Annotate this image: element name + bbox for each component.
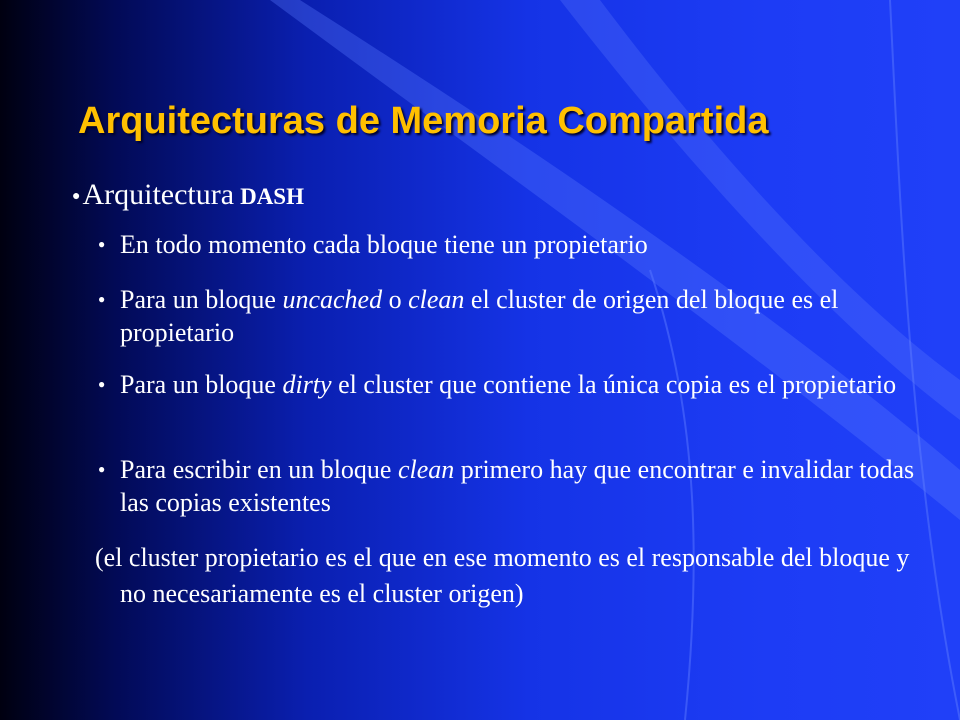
note-paragraph: (el cluster propietario es el que en ese momento es el responsable del bloque y no necesariamente es el cluster origen) bbox=[95, 543, 910, 608]
bullet-text-segment: Para un bloque bbox=[120, 285, 283, 314]
level1-bullet bbox=[72, 178, 304, 212]
heading-emphasis: DASH bbox=[240, 184, 304, 209]
level2-bullet bbox=[98, 228, 920, 261]
bullet-text-segment: dirty bbox=[282, 370, 332, 399]
bullet-dot-icon: ● bbox=[98, 377, 106, 391]
bullet-text-segment: Para escribir en un bloque bbox=[120, 455, 398, 484]
heading-text: Arquitectura bbox=[82, 178, 235, 211]
bullet-text-segment: Para un bloque bbox=[120, 370, 283, 399]
bullet-text-segment: el cluster que contiene la única copia es el propietario bbox=[331, 370, 897, 399]
level2-bullet bbox=[98, 453, 920, 519]
bullet-text-segment: clean bbox=[397, 455, 455, 484]
slide-title: Arquitecturas de Memoria Compartida bbox=[78, 100, 769, 142]
bullet-dot-icon: ● bbox=[72, 189, 81, 205]
level2-bullet bbox=[98, 368, 920, 401]
bullet-text-segment: el cluster de origen del bloque es el propietario bbox=[120, 285, 839, 347]
bullet-dot-icon: ● bbox=[98, 237, 106, 251]
bullet-text-segment: o bbox=[382, 285, 409, 314]
bullet-text-segment: clean bbox=[408, 285, 465, 314]
bullet-text-segment: En todo momento cada bloque tiene un propietario bbox=[120, 230, 648, 259]
bullet-text-segment: uncached bbox=[282, 285, 383, 314]
bullet-text-segment: primero hay que encontrar e invalidar todas las copias existentes bbox=[120, 455, 915, 517]
bullet-dot-icon: ● bbox=[98, 292, 106, 306]
level2-bullet bbox=[98, 283, 920, 349]
bullet-dot-icon: ● bbox=[98, 462, 106, 476]
